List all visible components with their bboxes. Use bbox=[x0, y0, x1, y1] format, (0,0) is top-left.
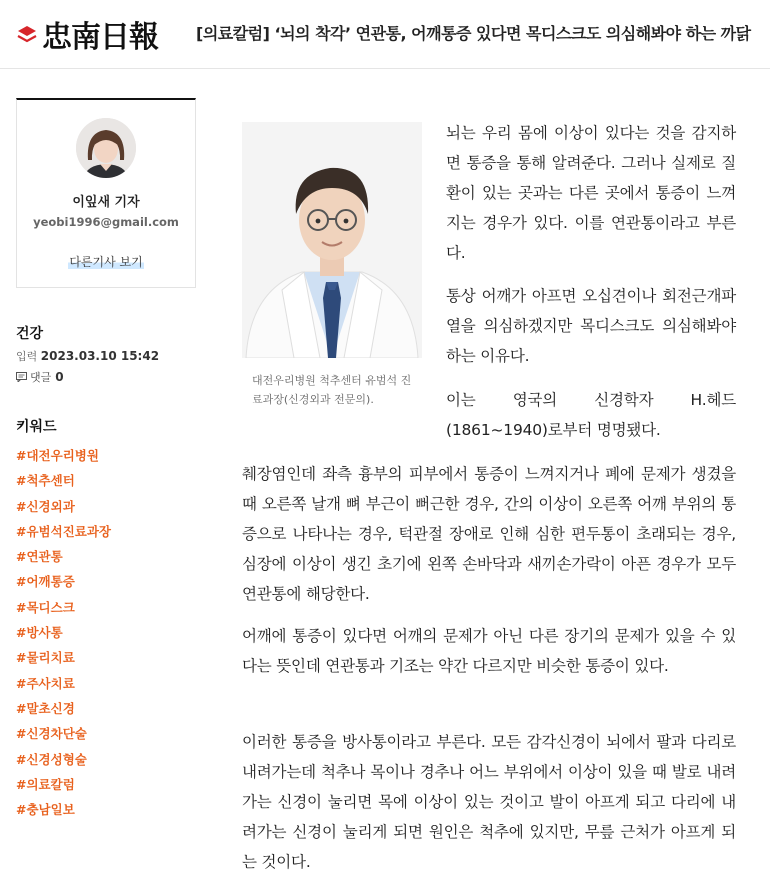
article-paragraph: (1861~1940)로부터 명명됐다. bbox=[446, 421, 661, 439]
logo-mark-icon bbox=[16, 23, 38, 45]
logo-text: 忠南日報 bbox=[42, 20, 158, 55]
publish-date bbox=[16, 348, 159, 364]
doctor-portrait bbox=[242, 122, 422, 358]
keyword-tag[interactable]: #목디스크 bbox=[16, 599, 75, 615]
keywords-title: 키워드 bbox=[16, 419, 57, 435]
keyword-tag[interactable]: #연관통 bbox=[16, 549, 63, 565]
avatar bbox=[76, 118, 136, 178]
keyword-tag[interactable]: #충남일보 bbox=[16, 802, 75, 818]
keyword-tag[interactable]: #대전우리병원 bbox=[16, 448, 99, 463]
keyword-tag[interactable]: #방사통 bbox=[16, 625, 63, 641]
doctor-photo bbox=[242, 122, 422, 358]
publish-date-value: 2023.03.10 15:42 bbox=[40, 349, 160, 363]
keyword-tag[interactable]: #어깨통증 bbox=[16, 574, 75, 590]
author-photo bbox=[76, 118, 136, 178]
keyword-tag[interactable]: #신경외과 bbox=[16, 498, 75, 514]
comment-count-value: 0 bbox=[55, 370, 64, 384]
article-paragraph: 췌장염인데 좌측 흉부의 피부에서 통증이 느껴지거나 폐에 문제가 생겼을 때 오른쪽 날개 뼈 부근이 뻐근한 경우, 간의 이상이 오른쪽 어깨 부위의 통증으로 나타나는 경우, 턱관절 장애로 인해 심한 편두통이 초래되는 경우, 심장에 이상이 생긴 초기에 왼쪽 손바닥과 새끼손가락이 아픈 경우가 모두 연관통에 해당한다. bbox=[242, 465, 736, 603]
header-article-title: [의료칼럼] ‘뇌의 착각’ 연관통, 어깨통증 있다면 목디스크도 의심해봐야 하는 까닭 bbox=[196, 24, 751, 43]
comment-label: 댓글 bbox=[30, 371, 52, 384]
more-articles-link-wrap bbox=[17, 251, 195, 270]
author-sidebar bbox=[16, 98, 196, 288]
article-paragraph: 뇌는 우리 몸에 이상이 있다는 것을 감지하면 통증을 통해 알려준다. 그러나 실제로 질환이 있는 곳과는 다른 곳에서 통증이 느껴지는 경우가 있다. 이를 연관통이라고 부른다. bbox=[446, 124, 736, 262]
site-logo[interactable] bbox=[16, 14, 158, 54]
keyword-tag[interactable]: #유범석진료과장 bbox=[16, 523, 111, 539]
article-paragraph: 통상 어깨가 아프면 오십견이나 회전근개파열을 의심하겠지만 목디스크도 의심해봐야 하는 이유다. bbox=[446, 287, 736, 365]
article-paragraph: 이는 영국의 신경학자 H.헤드 bbox=[446, 391, 736, 409]
keyword-tag[interactable]: #말초신경 bbox=[16, 700, 75, 716]
section-name[interactable]: 건강 bbox=[16, 326, 44, 342]
comment-icon bbox=[16, 372, 27, 382]
keyword-tag[interactable]: #척추센터 bbox=[16, 473, 75, 489]
more-articles-link[interactable]: 다른기사 보기 bbox=[69, 255, 143, 269]
keyword-tag[interactable]: #주사치료 bbox=[16, 675, 75, 691]
keyword-tag[interactable]: #신경차단술 bbox=[16, 726, 87, 742]
author-email[interactable]: yeobi1996@gmail.com bbox=[33, 215, 179, 229]
publish-date-label: 입력 bbox=[16, 350, 38, 363]
author-box bbox=[16, 98, 196, 288]
article-paragraph: 이러한 통증을 방사통이라고 부른다. 모든 감각신경이 뇌에서 팔과 다리로 내려가는데 척추나 목이나 경추나 어느 부위에서 이상이 있을 때 발로 내려가는 신경이 눌리면 목에 이상이 있는 것이고 발이 아프게 되고 다리에 내려가는 신경이 눌리게 되면 원인은 척추에 있지만, 무릎 근처가 아프게 되는 것이다. bbox=[242, 733, 736, 871]
author-name: 이잎새 기자 bbox=[72, 195, 140, 210]
keyword-tag[interactable]: #의료칼럼 bbox=[16, 776, 75, 792]
site-header bbox=[0, 0, 770, 69]
keyword-tag[interactable]: #물리치료 bbox=[16, 650, 75, 666]
comment-count[interactable] bbox=[16, 369, 64, 385]
article-paragraph: 어깨에 통증이 있다면 어깨의 문제가 아닌 다른 장기의 문제가 있을 수 있다는 뜻인데 연관통과 기조는 약간 다르지만 비슷한 통증이 있다. bbox=[242, 627, 736, 675]
photo-caption: 대전우리병원 척추센터 유범석 진료과장(신경외과 전문의). bbox=[252, 374, 412, 406]
keyword-list bbox=[16, 446, 111, 825]
keyword-tag[interactable]: #신경성형술 bbox=[16, 751, 87, 767]
